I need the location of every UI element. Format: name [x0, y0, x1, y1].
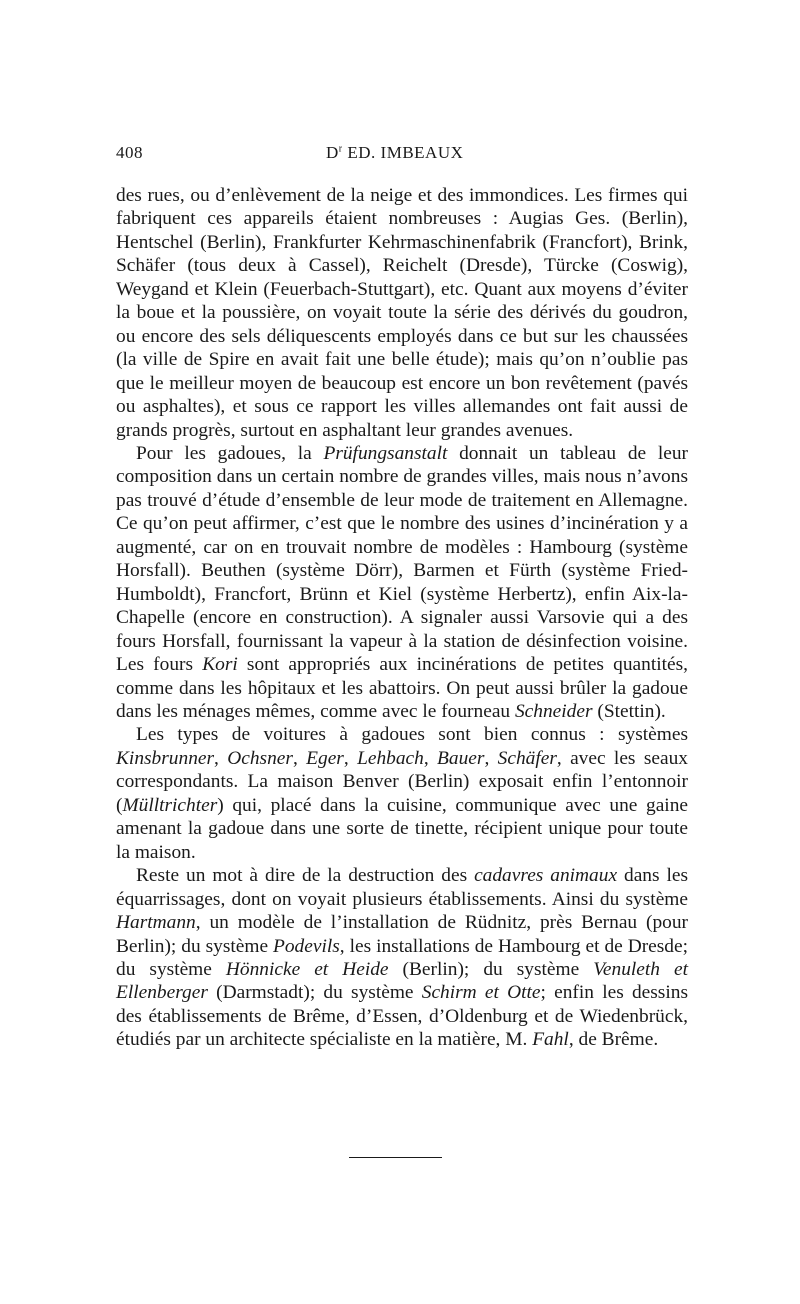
italic-text: Hartmann [116, 912, 196, 934]
text-run: Reste un mot à dire de la destruction des [136, 865, 475, 887]
italic-text: Prüfungsanstalt [323, 442, 448, 464]
text-run: des rues, ou d’enlèvement de la neige et des immondices. Les firmes qui fabriquent ces appareils étaient nombreuses : Augias Ges. (Berlin), Hentschel (Berlin), Frankfurter Kehrmaschinenfabrik (Francfort), Brink, Schäfer (tous deux à Cassel), Reichelt (Dresde), Türcke (Coswig), Weygand et Klein (Feuerbach-Stuttgart), etc. Quant aux moyens d’éviter la boue et la poussière, on voyait toute la série des dérivés du goudron, ou encore des sels déliquescents employés dans ce but sur les chaussées (la ville de Spire en avait fait une belle étude); mais qu’on n’oublie pas que le meilleur moyen de beaucoup est encore un bon revêtement (pavés ou asphaltes), et sous ce rapport les villes allemandes ont fait aussi de grands progrès, surtout en asphaltant leur grandes avenues. [116, 185, 688, 441]
italic-text: Hönnicke et Heide [225, 958, 389, 980]
text-run: ) qui, placé dans la cuisine, communique avec une gaine amenant la gadoue dans une sorte de tinette, récipient unique pour toute la maison. [116, 794, 688, 863]
text-run: Les types de voitures à gadoues sont bien connus : systèmes [136, 724, 688, 746]
italic-text: Lehbach [357, 747, 424, 769]
text-run: sont appropriés aux incinérations de petites quantités, comme dans les hôpitaux et les abattoirs. On peut aussi brûler la gadoue dans les ménages mêmes, comme avec le fourneau [116, 654, 688, 722]
italic-text: Podevils [273, 935, 340, 957]
paragraph [116, 442, 688, 723]
text-run: ; enfin les dessins des établissements de Brême, d’Essen, d’Oldenburg et de Wiedenbrück, étudiés par un architecte spécialiste en la matière, M. [116, 982, 688, 1051]
text-run: (Berlin); du système [388, 958, 594, 980]
text-run: , [292, 747, 307, 769]
italic-text: cadavres animaux [474, 865, 618, 887]
author-prefix: D [326, 143, 339, 162]
italic-text: Schneider [514, 700, 593, 722]
italic-text: Bauer [437, 747, 485, 769]
text-run: , [214, 747, 228, 769]
body-text [116, 184, 688, 1052]
text-run: , un modèle de l’installation de Rüdnitz, près Bernau (pour Berlin); du système [116, 912, 688, 957]
text-run: donnait un tableau de leur composition dans un certain nombre de grandes villes, mais nous n’avons pas trouvé d’étude d’ensemble de leur mode de traitement en Allemagne. Ce qu’on peut affirmer, c’est que le nombre des usines d’incinération y a augmenté, car on en trouvait nombre de modèles : Hambourg (système Horsfall). Beuthen (système Dörr), Barmen et Fürth (système Fried-Humboldt), Francfort, Brünn et Kiel (système Herbertz), enfin Aix-la-Chapelle (encore en construction). A signaler aussi Varsovie qui a des fours Horsfall, fournissant la vapeur à la station de désinfection voisine. Les fours [116, 442, 688, 676]
running-header [116, 143, 686, 167]
text-run: , les installations de Hambourg et de Dresde; du système [116, 935, 688, 980]
paragraph [116, 184, 688, 442]
text-run: (Darmstadt); du système [207, 982, 422, 1004]
text-run: dans les équarrissages, dont on voyait plusieurs établissements. Ainsi du système [116, 865, 689, 910]
text-run: (Stettin). [592, 700, 666, 722]
text-run: , [343, 747, 358, 769]
text-run: , [423, 747, 438, 769]
author-superscript: r [338, 143, 343, 155]
italic-text: Schäfer [497, 747, 557, 769]
italic-text: Eger [306, 747, 344, 769]
italic-text: Schirm et Otte [421, 982, 541, 1004]
paragraph [116, 864, 688, 1052]
paragraph [116, 723, 688, 864]
italic-text: Kinsbrunner [116, 747, 215, 769]
italic-text: Ochsner [227, 747, 293, 769]
text-run: , de Brême. [568, 1029, 659, 1051]
running-title [326, 143, 463, 163]
text-run: , avec les seaux correspondants. La maison Benver (Berlin) exposait enfin l’entonnoir ( [116, 747, 688, 816]
author-name: ED. IMBEAUX [342, 143, 464, 162]
text-run: Pour les gadoues, la [136, 442, 324, 464]
section-end-rule [349, 1157, 442, 1158]
italic-text: Venuleth et Ellenberger [116, 958, 688, 1004]
italic-text: Fahl [532, 1029, 569, 1051]
italic-text: Mülltrichter [122, 794, 218, 816]
text-run: , [484, 747, 498, 769]
italic-text: Kori [202, 654, 238, 676]
page-number: 408 [116, 143, 143, 162]
